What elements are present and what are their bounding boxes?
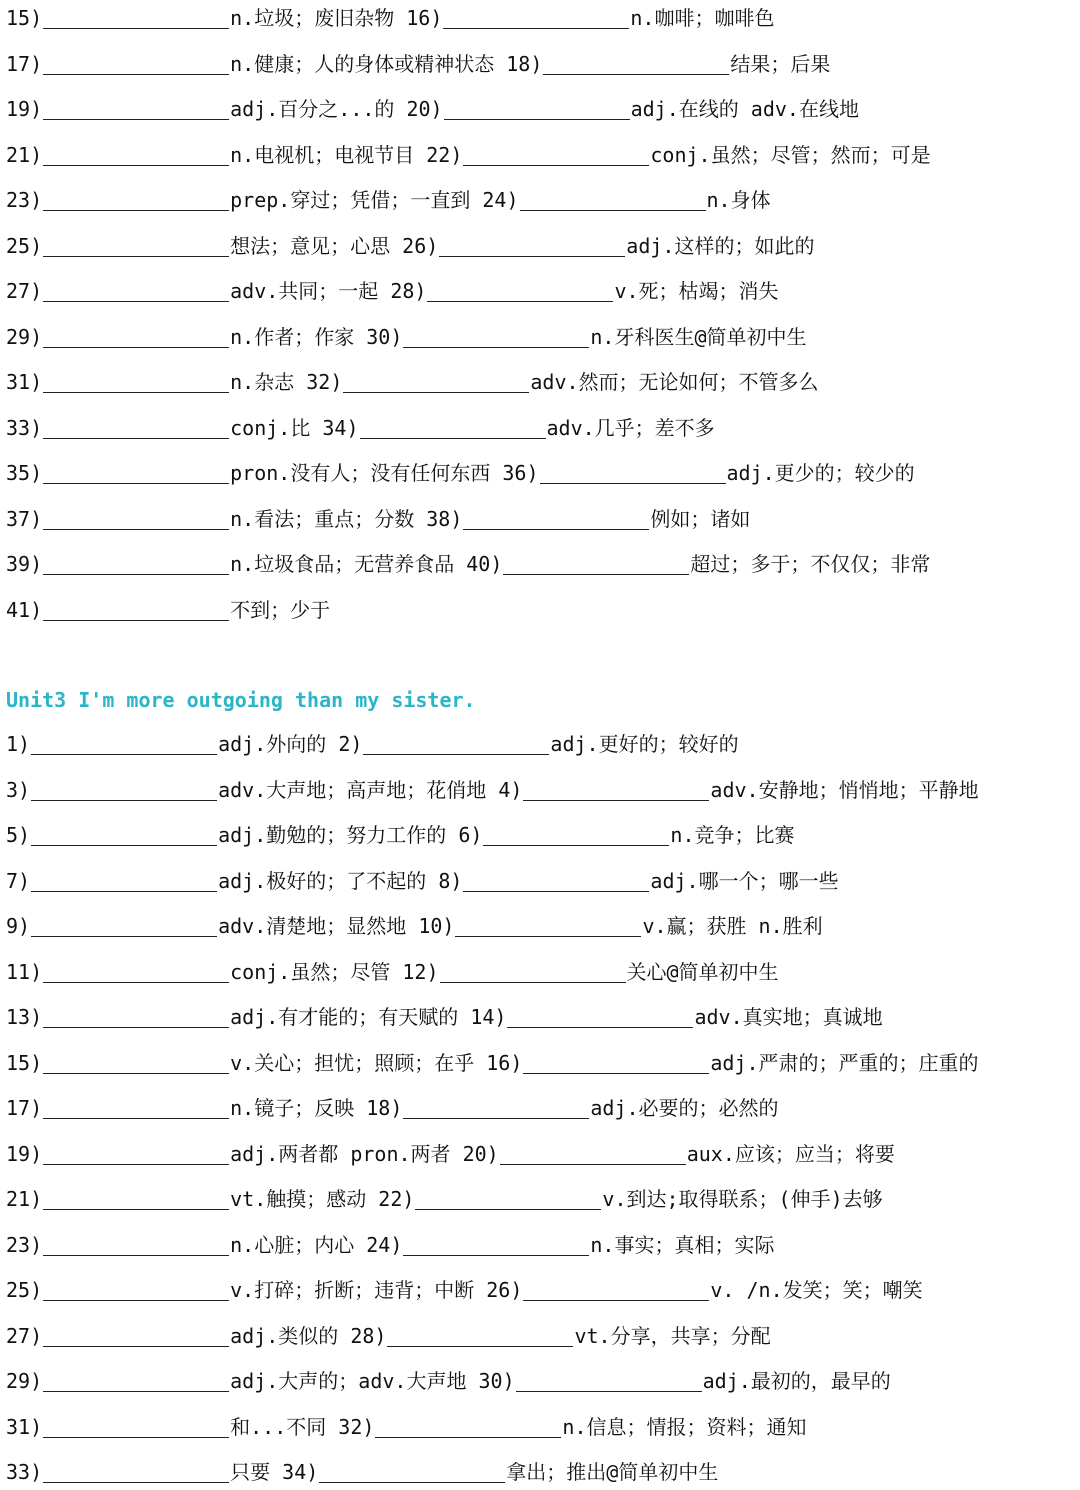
definition-text: 结果；后果	[730, 51, 831, 76]
item-number: 19)	[6, 97, 43, 121]
item-number: 2)	[338, 732, 363, 756]
item-number: 30)	[478, 1369, 515, 1393]
item-number: 15)	[6, 6, 43, 30]
item-number: 9)	[6, 914, 31, 938]
item-number: 17)	[6, 51, 43, 76]
answer-blank[interactable]	[31, 730, 217, 755]
answer-blank[interactable]	[43, 1049, 229, 1074]
definition-text: 超过；多于；不仅仅；非常	[690, 552, 931, 576]
definition-text: pron.没有人；没有任何东西	[230, 461, 491, 485]
answer-blank[interactable]	[43, 1231, 229, 1256]
answer-blank[interactable]	[375, 1413, 561, 1438]
answer-blank[interactable]	[43, 505, 229, 530]
definition-text: adj.这样的；如此的	[626, 233, 815, 258]
definition-text: n.作者；作家	[230, 324, 355, 349]
answer-blank[interactable]	[43, 323, 229, 348]
answer-blank[interactable]	[43, 550, 229, 575]
answer-blank[interactable]	[360, 414, 546, 439]
answer-blank[interactable]	[43, 1276, 229, 1301]
item-number: 32)	[306, 370, 343, 394]
definition-text: conj.虽然；尽管	[230, 959, 391, 984]
vocab-row	[6, 908, 1080, 944]
item-number: 29)	[6, 324, 43, 349]
answer-blank[interactable]	[403, 1094, 589, 1119]
answer-blank[interactable]	[43, 596, 229, 621]
item-number: 39)	[6, 552, 43, 576]
item-number: 13)	[6, 1005, 43, 1029]
answer-blank[interactable]	[31, 821, 217, 846]
answer-blank[interactable]	[516, 1367, 702, 1392]
answer-blank[interactable]	[43, 1413, 229, 1438]
definition-text: adj.在线的 adv.在线地	[630, 97, 859, 121]
definition-text: aux.应该；应当；将要	[686, 1141, 895, 1166]
answer-blank[interactable]	[427, 277, 613, 302]
answer-blank[interactable]	[444, 95, 630, 120]
definition-text: v.赢；获胜 n.胜利	[642, 914, 823, 938]
item-number: 37)	[6, 506, 43, 531]
vocab-row	[6, 726, 1080, 762]
vocab-row	[6, 1363, 1080, 1399]
vocab-row	[6, 273, 1080, 309]
vocab-row	[6, 1318, 1080, 1354]
definition-text: adv.然而；无论如何；不管多么	[530, 370, 819, 394]
definition-text: adj.最初的，最早的	[702, 1369, 891, 1393]
item-number: 15)	[6, 1050, 43, 1075]
item-number: 33)	[6, 415, 43, 440]
item-number: 31)	[6, 1414, 43, 1439]
definition-text: adv.安静地；悄悄地；平静地	[710, 777, 979, 802]
definition-text: adj.大声的；adv.大声地	[230, 1369, 467, 1393]
item-number: 26)	[402, 233, 439, 258]
definition-text: adj.外向的	[218, 732, 327, 756]
definition-text: adj.类似的	[230, 1323, 339, 1348]
item-number: 10)	[418, 914, 455, 938]
definition-text: n.垃圾；废旧杂物	[230, 6, 395, 30]
item-number: 4)	[498, 777, 523, 802]
definition-text: v.到达;取得联系；(伸手)去够	[602, 1187, 883, 1211]
answer-blank[interactable]	[543, 50, 729, 75]
answer-blank[interactable]	[520, 186, 706, 211]
item-number: 27)	[6, 1323, 43, 1348]
item-number: 41)	[6, 597, 43, 622]
answer-blank[interactable]	[507, 1003, 693, 1028]
definition-text: adj.严肃的；严重的；庄重的	[710, 1050, 979, 1075]
definition-text: 和...不同	[230, 1414, 327, 1439]
answer-blank[interactable]	[43, 277, 229, 302]
item-number: 23)	[6, 188, 43, 212]
definition-text: adj.更好的；较好的	[550, 732, 739, 756]
definition-text: n.咖啡；咖啡色	[630, 6, 775, 30]
definition-text: v.打碎；折断；违背；中断	[230, 1278, 475, 1302]
answer-blank[interactable]	[43, 186, 229, 211]
answer-blank[interactable]	[443, 4, 629, 29]
item-number: 36)	[502, 461, 539, 485]
answer-blank[interactable]	[43, 95, 229, 120]
item-number: 18)	[366, 1096, 403, 1120]
item-number: 35)	[6, 461, 43, 485]
answer-blank[interactable]	[483, 821, 669, 846]
item-number: 22)	[426, 142, 463, 167]
definition-text: vt.触摸；感动	[230, 1187, 367, 1211]
answer-blank[interactable]	[43, 1458, 229, 1483]
answer-blank[interactable]	[463, 505, 649, 530]
unit3-heading: Unit3 I'm more outgoing than my sister.	[6, 688, 476, 712]
definition-text: adv.共同；一起	[230, 279, 379, 303]
answer-blank[interactable]	[319, 1458, 505, 1483]
answer-blank[interactable]	[439, 232, 625, 257]
definition-text: 想法；意见；心思	[230, 233, 391, 258]
item-number: 28)	[390, 279, 427, 303]
answer-blank[interactable]	[43, 141, 229, 166]
answer-blank[interactable]	[523, 1276, 709, 1301]
item-number: 27)	[6, 279, 43, 303]
item-number: 8)	[438, 868, 463, 893]
definition-text: adj.必要的；必然的	[590, 1096, 779, 1120]
answer-blank[interactable]	[440, 958, 626, 983]
item-number: 33)	[6, 1460, 43, 1484]
vocab-row	[6, 1227, 1080, 1263]
item-number: 38)	[426, 506, 463, 531]
item-number: 23)	[6, 1232, 43, 1257]
answer-blank[interactable]	[403, 1231, 589, 1256]
definition-text: v.关心；担忧；照顾；在乎	[230, 1050, 475, 1075]
definition-text: adv.清楚地；显然地	[218, 914, 407, 938]
vocab-row	[6, 0, 1080, 36]
vocab-row	[6, 954, 1080, 990]
answer-blank[interactable]	[43, 414, 229, 439]
vocab-row	[6, 410, 1080, 446]
answer-blank[interactable]	[500, 1140, 686, 1165]
item-number: 19)	[6, 1141, 43, 1166]
definition-text: adv.几乎；差不多	[546, 415, 715, 440]
definition-text: adj.更少的；较少的	[726, 461, 915, 485]
item-number: 1)	[6, 732, 31, 756]
definition-text: adj.勤勉的；努力工作的	[218, 823, 447, 847]
answer-blank[interactable]	[523, 1049, 709, 1074]
vocab-row	[6, 137, 1080, 173]
item-number: 18)	[506, 51, 543, 76]
item-number: 14)	[470, 1005, 507, 1029]
definition-text: 不到；少于	[230, 597, 331, 622]
answer-blank[interactable]	[403, 323, 589, 348]
answer-blank[interactable]	[43, 1185, 229, 1210]
definition-text: n.心脏；内心	[230, 1232, 355, 1257]
definition-text: 只要	[230, 1460, 271, 1484]
answer-blank[interactable]	[31, 912, 217, 937]
answer-blank[interactable]	[363, 730, 549, 755]
item-number: 40)	[466, 552, 503, 576]
answer-blank[interactable]	[43, 459, 229, 484]
item-number: 12)	[402, 959, 439, 984]
definition-text: conj.比	[230, 415, 311, 440]
definition-text: n.健康；人的身体或精神状态	[230, 51, 495, 76]
answer-blank[interactable]	[31, 776, 217, 801]
answer-blank[interactable]	[43, 1094, 229, 1119]
vocab-row	[6, 228, 1080, 264]
vocab-row	[6, 182, 1080, 218]
definition-text: adj.哪一个；哪一些	[650, 868, 839, 893]
definition-text: n.身体	[706, 188, 771, 212]
item-number: 25)	[6, 233, 43, 258]
answer-blank[interactable]	[43, 1322, 229, 1347]
item-number: 30)	[366, 324, 403, 349]
definition-text: adj.两者都 pron.两者	[230, 1141, 451, 1166]
definition-text: n.垃圾食品；无营养食品	[230, 552, 455, 576]
vocab-row	[6, 455, 1080, 491]
item-number: 29)	[6, 1369, 43, 1393]
item-number: 3)	[6, 777, 31, 802]
vocab-row	[6, 1045, 1080, 1081]
answer-blank[interactable]	[43, 958, 229, 983]
item-number: 34)	[282, 1460, 319, 1484]
vocab-row	[6, 1136, 1080, 1172]
vocab-row	[6, 364, 1080, 400]
vocab-row	[6, 1454, 1080, 1490]
definition-text: 拿出；推出@简单初中生	[506, 1460, 719, 1484]
definition-text: n.杂志	[230, 370, 295, 394]
vocab-row	[6, 592, 1080, 628]
item-number: 24)	[366, 1232, 403, 1257]
vocab-row	[6, 863, 1080, 899]
item-number: 21)	[6, 1187, 43, 1211]
vocab-row	[6, 999, 1080, 1035]
item-number: 16)	[486, 1050, 523, 1075]
definition-text: n.信息；情报；资料；通知	[562, 1414, 807, 1439]
answer-blank[interactable]	[31, 867, 217, 892]
definition-text: v. /n.发笑；笑；嘲笑	[710, 1278, 923, 1302]
item-number: 31)	[6, 370, 43, 394]
answer-blank[interactable]	[43, 1003, 229, 1028]
item-number: 20)	[406, 97, 443, 121]
vocab-row	[6, 319, 1080, 355]
vocab-row	[6, 46, 1080, 82]
item-number: 22)	[378, 1187, 415, 1211]
item-number: 20)	[462, 1141, 499, 1166]
definition-text: conj.虽然；尽管；然而；可是	[650, 142, 931, 167]
item-number: 6)	[458, 823, 483, 847]
answer-blank[interactable]	[387, 1322, 573, 1347]
definition-text: adv.真实地；真诚地	[694, 1005, 883, 1029]
vocab-row	[6, 546, 1080, 582]
item-number: 5)	[6, 823, 31, 847]
definition-text: 例如；诸如	[650, 506, 751, 531]
item-number: 7)	[6, 868, 31, 893]
answer-blank[interactable]	[43, 50, 229, 75]
vocab-row	[6, 772, 1080, 808]
answer-blank[interactable]	[455, 912, 641, 937]
definition-text: adj.极好的；了不起的	[218, 868, 427, 893]
item-number: 16)	[406, 6, 443, 30]
answer-blank[interactable]	[43, 232, 229, 257]
answer-blank[interactable]	[523, 776, 709, 801]
definition-text: adj.有才能的；有天赋的	[230, 1005, 459, 1029]
definition-text: 关心@简单初中生	[626, 959, 779, 984]
item-number: 32)	[338, 1414, 375, 1439]
definition-text: adv.大声地；高声地；花俏地	[218, 777, 487, 802]
item-number: 26)	[486, 1278, 523, 1302]
answer-blank[interactable]	[503, 550, 689, 575]
definition-text: n.电视机；电视节目	[230, 142, 415, 167]
answer-blank[interactable]	[463, 141, 649, 166]
vocab-row	[6, 1090, 1080, 1126]
answer-blank[interactable]	[43, 368, 229, 393]
item-number: 21)	[6, 142, 43, 167]
definition-text: n.牙科医生@简单初中生	[590, 324, 807, 349]
answer-blank[interactable]	[540, 459, 726, 484]
vocab-row	[6, 1181, 1080, 1217]
vocab-row	[6, 1272, 1080, 1308]
answer-blank[interactable]	[463, 867, 649, 892]
definition-text: n.镜子；反映	[230, 1096, 355, 1120]
item-number: 25)	[6, 1278, 43, 1302]
definition-text: v.死；枯竭；消失	[614, 279, 779, 303]
answer-blank[interactable]	[43, 1367, 229, 1392]
vocab-row	[6, 1409, 1080, 1445]
definition-text: vt.分享，共享；分配	[574, 1323, 771, 1348]
item-number: 24)	[482, 188, 519, 212]
vocab-row	[6, 91, 1080, 127]
vocab-row	[6, 501, 1080, 537]
answer-blank[interactable]	[43, 1140, 229, 1165]
definition-text: prep.穿过；凭借；一直到	[230, 188, 471, 212]
item-number: 28)	[350, 1323, 387, 1348]
item-number: 17)	[6, 1096, 43, 1120]
definition-text: n.竞争；比赛	[670, 823, 795, 847]
definition-text: n.事实；真相；实际	[590, 1232, 775, 1257]
item-number: 34)	[322, 415, 359, 440]
answer-blank[interactable]	[415, 1185, 601, 1210]
vocab-row	[6, 817, 1080, 853]
answer-blank[interactable]	[43, 4, 229, 29]
answer-blank[interactable]	[343, 368, 529, 393]
item-number: 11)	[6, 959, 43, 984]
definition-text: n.看法；重点；分数	[230, 506, 415, 531]
definition-text: adj.百分之...的	[230, 97, 395, 121]
